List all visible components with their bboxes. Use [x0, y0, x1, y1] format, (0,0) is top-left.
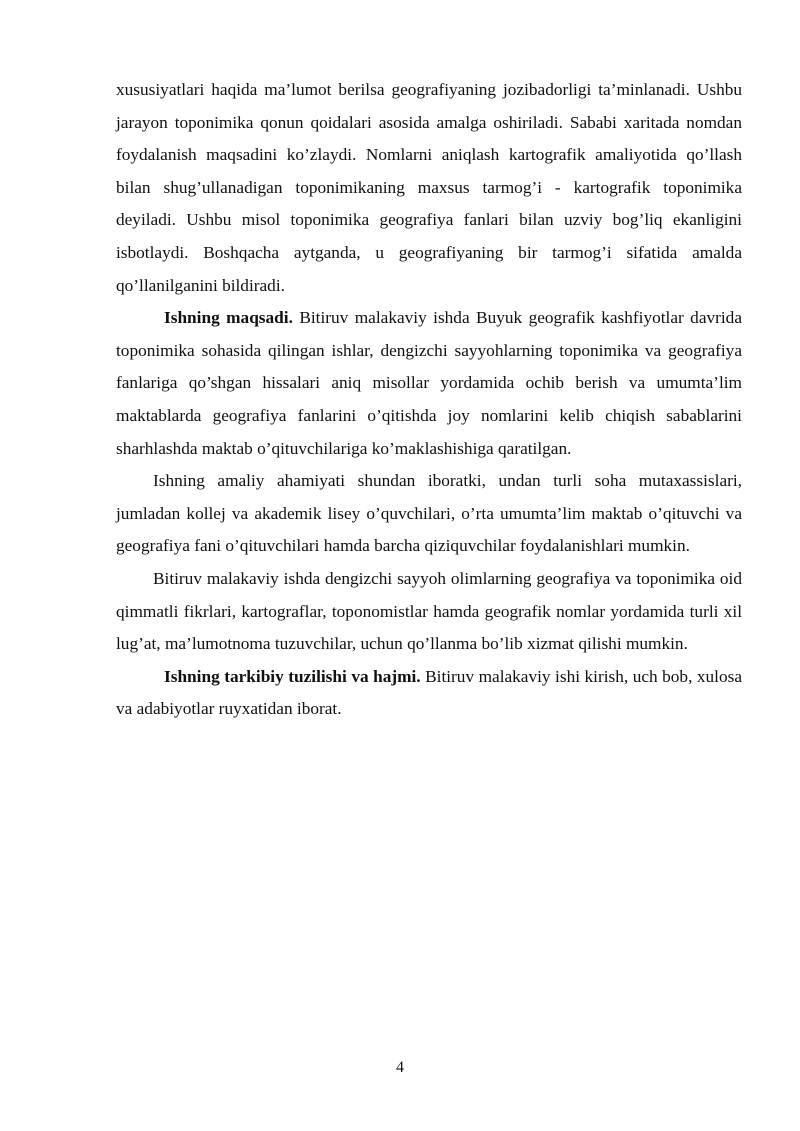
paragraph-purpose — [116, 302, 742, 465]
paragraph-text: Bitiruv malakaviy ishda dengizchi sayyoh olimlarning geografiya va toponimika oid qimmatli fikrlari, kartograflar, toponomistlar hamda geografik nomlar yordamida turli xil lug’at, ma’lumotnoma tuzuvchilar, uchun qo’llanma bo’lib xizmat qilishi mumkin. — [116, 568, 742, 654]
paragraph-text: Ishning amaliy ahamiyati shundan iboratki, undan turli soha mutaxassislari, jumladan kollej va akademik lisey o’quvchilari, o’rta umumta’lim maktab o’qituvchi va geografiya fani o’qituvchilari hamda barcha qiziquvchilar foydalanishlari mumkin. — [116, 471, 742, 556]
paragraph-text: Bitiruv malakaviy ishda Buyuk geografik kashfiyotlar davrida toponimika sohasida qilingan ishlar, dengizchi sayyohlarning toponimika va geografiya fanlariga qo’shgan hissalari aniq misollar yordamida ochib berish va umumta’lim maktablarda geografiya fanlarini o’qitishda joy nomlarini kelib chiqish sabablarini sharhlashda maktab o’qituvchilariga ko’maklashishiga qaratilgan. — [116, 308, 742, 458]
paragraph-structure — [116, 661, 742, 726]
paragraph-text: xususiyatlari haqida ma’lumot berilsa geografiyaning jozibadorligi ta’minlanadi. Ushbu jarayon toponimika qonun qoidalari asosida amalga oshiriladi. Sababi xaritada nomdan foydalanish maqsadini ko’zlaydi. Nomlarni aniqlash kartografik amaliyotida qo’llash bilan shug’ullanadigan toponimikaning maxsus tarmog’i - kartografik toponimika deyiladi. Ushbu misol toponimika geografiya fanlari bilan uzviy bog’liq ekanligini isbotlaydi. Boshqacha aytganda, u geografiyaning bir tarmog’i sifatida amalda qo’llanilganini bildiradi. — [116, 80, 742, 295]
paragraph-text: Bitiruv malakaviy ishi kirish, uch bob, xulosa va adabiyotlar ruyxatidan iborat. — [116, 666, 742, 719]
paragraph-heading-purpose: Ishning maqsadi. — [164, 308, 293, 328]
paragraph-heading-structure: Ishning tarkibiy tuzilishi va hajmi. — [164, 666, 421, 686]
document-body — [116, 74, 742, 726]
paragraph-practical-significance — [116, 465, 742, 563]
page-number: 4 — [396, 1059, 404, 1076]
paragraph-application — [116, 563, 742, 661]
paragraph-intro-continuation — [116, 74, 742, 302]
